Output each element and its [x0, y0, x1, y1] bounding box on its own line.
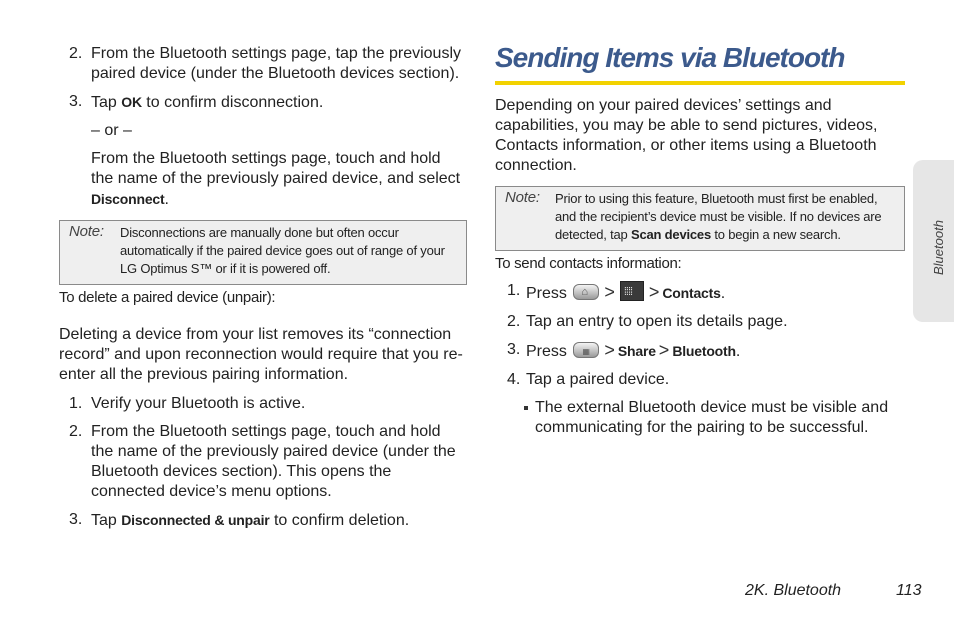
send-step-1	[495, 281, 905, 304]
text: Prior to using this feature, Bluetooth must first be enabled, and the recipient’s device must be visible. If no devices are detected, tap	[555, 191, 882, 242]
text: Tap	[91, 94, 122, 111]
step-2-tap-device	[59, 44, 467, 84]
step-number: 3.	[69, 93, 83, 110]
title-rule	[495, 81, 905, 85]
page-number: 113	[896, 582, 922, 599]
step-number: 2.	[69, 423, 83, 440]
send-step-3	[495, 340, 905, 362]
applications-grid-icon	[620, 281, 644, 301]
home-key-icon	[573, 284, 599, 300]
step-number: 1.	[69, 395, 83, 412]
note-label: Note:	[69, 223, 104, 240]
ok-button-label: OK	[121, 94, 142, 110]
step-text: From the Bluetooth settings page, tap the previously paired device (under the Bluetooth devices section).	[91, 45, 461, 82]
text: .	[720, 285, 726, 302]
step-text	[91, 92, 467, 113]
disconnect-label: Disconnect	[91, 191, 165, 207]
text: to confirm deletion.	[269, 512, 410, 529]
disconnect-unpair-label: Disconnected & unpair	[121, 512, 270, 528]
note-box-send	[495, 186, 905, 251]
bullet-item	[495, 398, 905, 438]
step-text	[526, 340, 905, 362]
step-number: 1.	[507, 282, 521, 299]
unpair-step-2	[59, 422, 467, 502]
right-column	[495, 40, 905, 438]
text: Tap	[91, 512, 122, 529]
send-step-4	[495, 370, 905, 390]
chapter-side-tab	[913, 160, 954, 322]
text: Press	[526, 285, 567, 302]
step-number: 3.	[69, 511, 83, 528]
left-column	[59, 44, 467, 539]
unpair-subhead: To delete a paired device (unpair):	[59, 289, 276, 306]
side-tab-label: Bluetooth	[931, 220, 946, 275]
step-number: 2.	[69, 45, 83, 62]
step-number: 2.	[507, 313, 521, 330]
step-text: Tap an entry to open its details page.	[526, 313, 788, 330]
unpair-paragraph: Deleting a device from your list removes its “connection record” and upon reconnection would require that you re-enter all the previous pairing information.	[59, 326, 463, 383]
menu-key-icon	[573, 342, 599, 358]
unpair-step-1	[59, 394, 467, 414]
text: .	[735, 343, 741, 360]
bluetooth-label: Bluetooth	[672, 343, 736, 359]
share-label: Share	[617, 343, 656, 359]
text: to confirm disconnection.	[141, 94, 324, 111]
arrow-separator: >	[648, 282, 660, 302]
note-label: Note:	[505, 189, 540, 206]
step-text: Tap a paired device.	[526, 371, 670, 388]
send-subhead: To send contacts information:	[495, 255, 682, 272]
note-text: Disconnections are manually done but often occur automatically if the paired device goes out of range of your LG Optimus S™ or if it is powered off.	[120, 225, 445, 276]
intro-paragraph: Depending on your paired devices’ settings and capabilities, you may be able to send pictures, videos, Contacts information, or other items using a Bluetooth connection.	[495, 97, 878, 174]
text: to begin a new search.	[710, 227, 841, 242]
send-step-2	[495, 312, 905, 332]
arrow-separator: >	[604, 340, 615, 360]
bullet-marker	[524, 406, 528, 410]
step-text: Verify your Bluetooth is active.	[91, 395, 306, 412]
footer-section-label: 2K. Bluetooth	[745, 582, 842, 599]
step-number: 4.	[507, 371, 521, 388]
unpair-step-3	[59, 510, 467, 531]
step-text	[91, 510, 467, 531]
step-text	[526, 281, 905, 304]
note-box-disconnect	[59, 220, 467, 285]
bullet-text: The external Bluetooth device must be visible and communicating for the pairing to be successful.	[535, 399, 889, 436]
arrow-separator: >	[658, 340, 670, 360]
step-3-confirm	[59, 92, 467, 210]
contacts-label: Contacts	[662, 285, 721, 301]
alt-step-text	[91, 149, 467, 210]
section-title: Sending Items via Bluetooth	[495, 42, 845, 73]
step-text: From the Bluetooth settings page, touch and hold the name of the previously paired device (under the Bluetooth devices section). This opens the connected device’s menu options.	[91, 423, 456, 500]
text: .	[164, 191, 169, 208]
scan-devices-label: Scan devices	[630, 227, 711, 242]
or-separator: – or –	[91, 122, 132, 139]
note-text	[555, 191, 881, 242]
arrow-separator: >	[604, 282, 615, 302]
step-number: 3.	[507, 341, 521, 358]
text: From the Bluetooth settings page, touch and hold the name of the previously paired device, and select	[91, 150, 461, 187]
text: Press	[526, 343, 567, 360]
